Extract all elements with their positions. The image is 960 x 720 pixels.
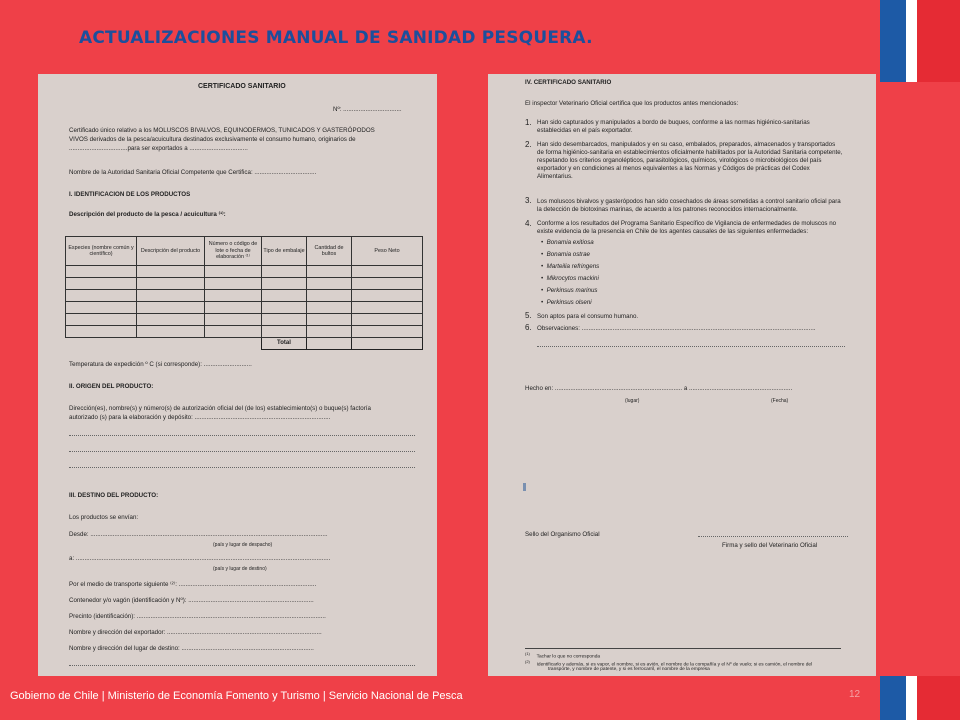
transport-field: Por el medio de transporte siguiente ⁽²⁾: ................................................................................: [69, 581, 317, 588]
intro-line: Certificado único relativo a los MOLUSCOS BIVALVOS, EQUINODERMOS, TUNICADOS Y GASTERÓPODOS: [69, 127, 375, 134]
observations-field: Observaciones: ........................................................................................................................................: [537, 325, 816, 332]
table-row: [66, 266, 423, 278]
blank-line: [537, 346, 845, 347]
table-header: Número o código de lote o fecha de elaboración ⁽¹⁾: [205, 237, 262, 266]
item-text: Alimentarius.: [537, 173, 573, 180]
item-number: 3.: [525, 196, 532, 205]
signature-line: [698, 536, 848, 537]
disease-item: • Bonamia ostrae: [541, 251, 590, 258]
intro-line: VIVOS derivados de la pesca/acuicultura destinados exclusivamente el consumo humano, originarios de: [69, 136, 356, 143]
destination-intro: Los productos se envían:: [69, 514, 139, 521]
disease-item: • Bonamia exitiosa: [541, 239, 594, 246]
item-text: existe evidencia de la presencia en Chile de los agentes causales de las siguientes enfermedades:: [537, 228, 809, 235]
total-row: [66, 338, 423, 350]
table-header: Descripción del producto: [137, 237, 205, 266]
exporter-field: Nombre y dirección del exportador: ..........................................................................................: [69, 629, 322, 636]
certificate-page-left: [38, 74, 437, 676]
item-text: Los moluscos bivalvos y gasterópodos han sido cosechados de áreas sometidas a control sanitario oficial para: [537, 198, 841, 205]
origin-place-field: Desde: ..........................................................................................................................................: [69, 531, 328, 538]
item-text: Son aptos para el consumo humano.: [537, 313, 639, 320]
products-table: [65, 236, 423, 350]
place-date-field: Hecho en: .......................................................................... a ............................................................: [525, 385, 793, 392]
origin-line: autorizado (s) para la elaboración y depósito: ...............................................................................: [69, 414, 331, 421]
container-field: Contenedor y/o vagón (identificación y Nº): .........................................................................: [69, 597, 314, 604]
destination-address-field: Nombre y dirección del lugar de destino: .............................................................................: [69, 645, 314, 652]
footnote: $^{(1)}$ Tachar lo que no corresponda: [525, 651, 601, 660]
temperature-field: Temperatura de expedición º C (si corresponde): ............................: [69, 361, 252, 368]
official-seal-label: Sello del Organismo Oficial: [525, 531, 600, 538]
footnote: transporte, y nombre de patente, y si es ferrocarril, el nombre de la empresa: [548, 667, 710, 672]
section-heading: III. DESTINO DEL PRODUCTO:: [69, 492, 159, 499]
item-text: la detección de biotoxinas marinas, de acuerdo a los patrones reconocidos internacionalmente.: [537, 206, 798, 213]
item-number: 1.: [525, 118, 532, 127]
origin-line: Dirección(es), nombre(s) y número(s) de autorización oficial del (de los) establecimiento(s) o buque(s) factoría: [69, 405, 371, 412]
certificate-number: Nº: ..................................: [333, 106, 402, 113]
table-row: [66, 290, 423, 302]
item-text: Han sido capturados y manipulados a bordo de buques, conforme a las normas higiénico-sanitarias: [537, 119, 810, 126]
blank-line: [69, 451, 415, 452]
total-label: Total: [262, 338, 307, 350]
table-row: [66, 314, 423, 326]
disease-item: • Perkinsus marinus: [541, 287, 598, 294]
page-title: ACTUALIZACIONES MANUAL DE SANIDAD PESQUERA.: [79, 28, 593, 48]
seal-field: Precinto (identificación): ..............................................................................................................: [69, 613, 326, 620]
page-number: 12: [849, 689, 861, 700]
item-text: exportador y en condiciones al menos equivalentes a las Normas y Códigos de prácticas del Codex: [537, 165, 810, 172]
authority-field: Nombre de la Autoridad Sanitaria Oficial Competente que Certifica: ....................................: [69, 169, 317, 176]
flag-decoration-top: [880, 0, 960, 82]
disease-item: • Mikrocytos mackini: [541, 275, 599, 282]
table-header: Especies (nombre común y científico): [66, 237, 137, 266]
item-text: establecidas en el país exportador.: [537, 127, 633, 134]
item-number: 6.: [525, 323, 532, 332]
disease-item: • Perkinsus olseni: [541, 299, 592, 306]
item-number: 2.: [525, 140, 532, 149]
date-caption: (Fecha): [771, 398, 789, 404]
table-row: [66, 326, 423, 338]
blank-line: [69, 467, 415, 468]
blank-line: [69, 665, 415, 666]
blank-line: [69, 435, 415, 436]
footnote-divider: [525, 648, 841, 649]
footer-text: Gobierno de Chile | Ministerio de Economía Fomento y Turismo | Servicio Nacional de Pesca: [10, 690, 463, 702]
item-text: de forma higiénico-sanitaria en establecimientos oficialmente habilitados por la Autoridad Sanitaria competente,: [537, 149, 843, 156]
footnote: $^{(2)}$ Identificarlo y además, si es vapor, el nombre, si es avión, el nombre de la compañía y el Nº de vuelo; si es camión, el nombre del: [525, 659, 813, 668]
certificate-heading: IV. CERTIFICADO SANITARIO: [525, 79, 612, 86]
inspector-intro: El inspector Veterinario Oficial certifica que los productos antes mencionados:: [525, 100, 739, 107]
product-description-label: Descripción del producto de la pesca / acuicultura ⁽¹⁾:: [69, 211, 226, 218]
certificate-heading: CERTIFICADO SANITARIO: [198, 83, 286, 90]
intro-line: ..................................para ser exportados a ..................................: [69, 145, 248, 152]
text-cursor-mark: [523, 483, 526, 491]
field-note: (país y lugar de despacho): [213, 542, 273, 548]
table-header: Cantidad de bultos: [307, 237, 352, 266]
table-header: Peso Neto: [352, 237, 423, 266]
flag-decoration-bottom: [880, 676, 960, 720]
item-number: 4.: [525, 219, 532, 228]
item-text: Conforme a los resultados del Programa Sanitario Específico de Vigilancia de enfermedades de moluscos no: [537, 220, 837, 227]
item-text: respetando los criterios organolépticos, parasitológicos, químicos, virológicos o microbiológicos del país: [537, 157, 822, 164]
table-row: [66, 278, 423, 290]
disease-item: • Marteilia refringens: [541, 263, 600, 270]
certificate-page-right: [488, 74, 876, 676]
destination-place-field: a: ....................................................................................................................................................: [69, 555, 331, 562]
section-heading: I. IDENTIFICACION DE LOS PRODUCTOS: [69, 191, 191, 198]
table-row: [66, 302, 423, 314]
signature-label: Firma y sello del Veterinario Oficial: [722, 542, 818, 549]
item-text: Han sido desembarcados, manipulados y en su caso, embalados, preparados, almacenados y transportados: [537, 141, 836, 148]
item-number: 5.: [525, 311, 532, 320]
table-header: Tipo de embalaje: [262, 237, 307, 266]
field-note: (país y lugar de destino): [213, 566, 267, 572]
place-caption: (lugar): [625, 398, 640, 404]
section-heading: II. ORIGEN DEL PRODUCTO:: [69, 383, 154, 390]
